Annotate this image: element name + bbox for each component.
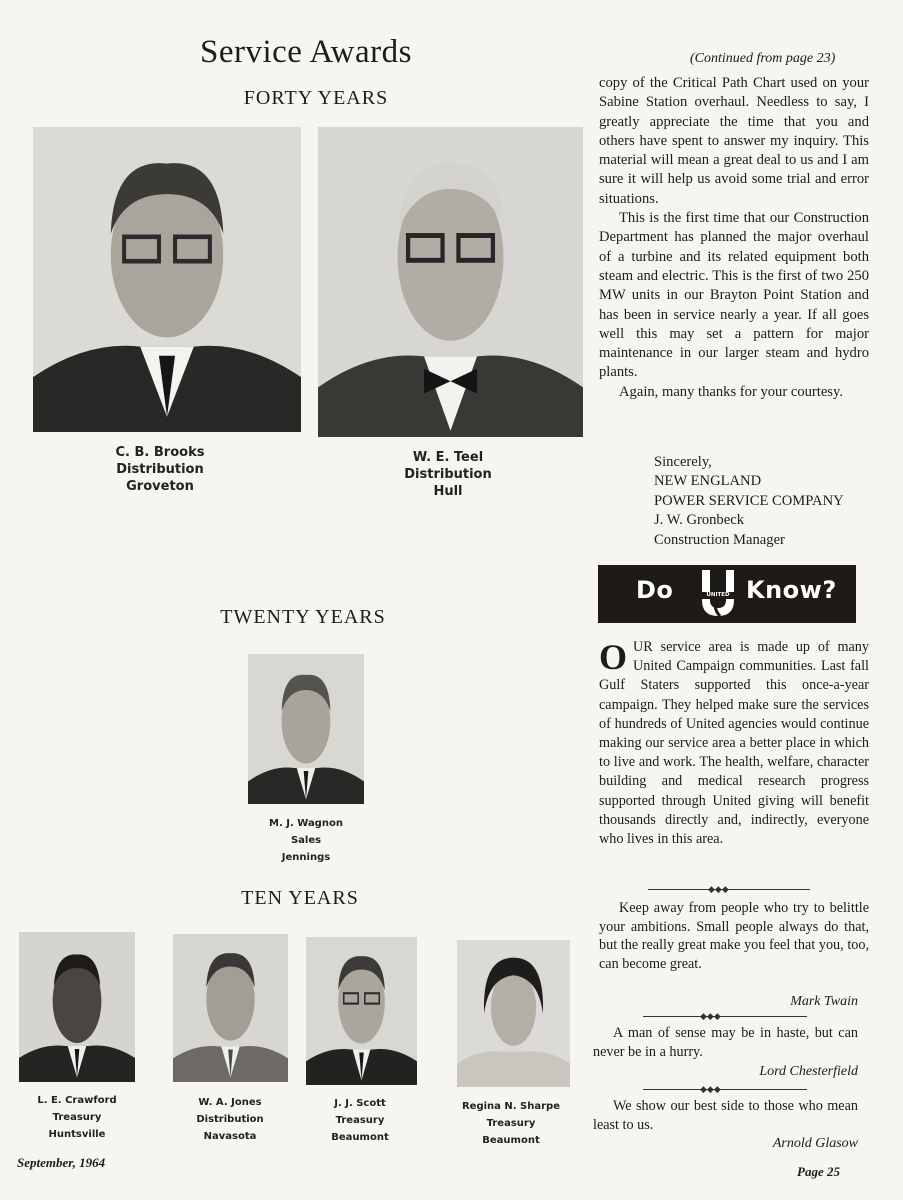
- signoff-line: Sincerely,: [654, 454, 712, 470]
- quote-text: A man of sense may be in haste, but can never be in a hurry.: [593, 1025, 858, 1060]
- quote-chesterfield: [593, 1024, 858, 1062]
- quote-text: We show our best side to those who mean least to us.: [593, 1098, 858, 1133]
- banner-do-text: Do: [636, 576, 674, 604]
- ten-years-heading: TEN YEARS: [241, 887, 359, 909]
- portrait-photo-jones: [173, 934, 288, 1082]
- ornament-icon: ◆◆◆: [700, 1011, 721, 1021]
- portrait-photo-brooks: [33, 127, 301, 432]
- signoff-line: Construction Manager: [654, 531, 785, 548]
- person-department: Sales: [290, 835, 322, 846]
- caption-sharpe: [441, 1098, 581, 1149]
- person-name: M. J. Wagnon: [269, 818, 343, 829]
- quote-author: Lord Chesterfield: [759, 1064, 858, 1079]
- signoff-line: NEW ENGLAND: [654, 473, 762, 490]
- caption-jones: [160, 1094, 300, 1145]
- do-you-know-banner: [598, 565, 856, 623]
- person-department: Treasury: [335, 1115, 385, 1126]
- continued-note: (Continued from page 23): [690, 51, 836, 66]
- letter-paragraph: copy of the Critical Path Chart used on your Sabine Station overhaul. Needless to say, I greatly appreciate the time that you and others have spent to answer my inquiry. This material will mean a great deal to us and I am sure it will help us avoid some trial and error situations.: [599, 75, 869, 207]
- person-location: Huntsville: [48, 1129, 106, 1140]
- ornamental-rule: [643, 1016, 807, 1017]
- quote-glasow: [593, 1097, 858, 1135]
- person-location: Hull: [433, 484, 463, 499]
- person-location: Beaumont: [482, 1135, 540, 1146]
- person-department: Treasury: [486, 1118, 536, 1129]
- person-name: J. J. Scott: [334, 1098, 386, 1109]
- ornamental-rule: [643, 1089, 807, 1090]
- person-location: Jennings: [281, 852, 331, 863]
- quote-twain: [599, 899, 869, 973]
- person-department: Distribution: [404, 467, 492, 482]
- letter-paragraph: Again, many thanks for your courtesy.: [619, 383, 843, 400]
- quote-author: Mark Twain: [790, 994, 858, 1009]
- portrait-photo-teel: [318, 127, 583, 437]
- person-department: Distribution: [116, 462, 204, 477]
- drop-cap: O: [599, 637, 628, 677]
- portrait-photo-wagnon: [248, 654, 364, 804]
- person-name: L. E. Crawford: [37, 1095, 117, 1106]
- person-department: Distribution: [196, 1114, 264, 1125]
- caption-brooks: [80, 444, 240, 495]
- person-name: C. B. Brooks: [115, 445, 205, 460]
- letter-paragraph: This is the first time that our Construction Department has planned the major overhaul of a turbine and its related equipment both steam and electric. This is the first of two 250 MW units in our Brayton Point Station and has been in service nearly a year. If all goes well this may set a pattern for major maintenance in our larger steam and hydro plants.: [599, 210, 869, 381]
- caption-wagnon: [236, 815, 376, 866]
- letter-signoff: [654, 453, 844, 550]
- letter-body: [599, 74, 869, 402]
- caption-teel: [368, 449, 528, 500]
- quote-text: Keep away from people who try to belittle your ambitions. Small people always do that, but the really great make you feel that you, too, can become great.: [599, 900, 869, 972]
- person-name: Regina N. Sharpe: [461, 1101, 560, 1112]
- person-location: Beaumont: [331, 1132, 389, 1143]
- footer-date: September, 1964: [17, 1155, 106, 1170]
- person-name: W. A. Jones: [198, 1097, 262, 1108]
- caption-crawford: [7, 1092, 147, 1143]
- forty-years-heading: FORTY YEARS: [243, 87, 389, 109]
- portrait-photo-sharpe: [457, 940, 570, 1087]
- signoff-line: J. W. Gronbeck: [654, 512, 744, 529]
- do-you-know-body: [599, 638, 869, 849]
- person-name: W. E. Teel: [412, 450, 484, 465]
- page-number: Page 25: [797, 1164, 840, 1179]
- banner-know-text: Know?: [746, 576, 837, 604]
- quote-author: Arnold Glasow: [772, 1136, 858, 1151]
- ornamental-rule: [648, 889, 810, 890]
- page-title: Service Awards: [200, 34, 412, 70]
- person-location: Navasota: [203, 1131, 257, 1142]
- portrait-photo-scott: [306, 937, 417, 1085]
- signoff-line: POWER SERVICE COMPANY: [654, 492, 844, 509]
- ornament-icon: ◆◆◆: [700, 1084, 721, 1094]
- do-you-know-text: UR service area is made up of many United Campaign communities. Last fall Gulf Staters supported this once-a-year campaign. They helped make sure the services of hundreds of United agencies would continue making our service area a better place in which to live and work. The health, welfare, character building and medical research progress supported through United giving will benefit thousands directly and, indirectly, everyone who lives in this area.: [599, 639, 869, 848]
- united-logo-text: UNITED: [706, 592, 730, 598]
- portrait-photo-crawford: [19, 932, 135, 1082]
- twenty-years-heading: TWENTY YEARS: [220, 606, 386, 628]
- caption-scott: [290, 1095, 430, 1146]
- ornament-icon: ◆◆◆: [708, 884, 729, 894]
- person-department: Treasury: [52, 1112, 102, 1123]
- person-location: Groveton: [126, 479, 194, 494]
- united-u-logo: [698, 568, 738, 620]
